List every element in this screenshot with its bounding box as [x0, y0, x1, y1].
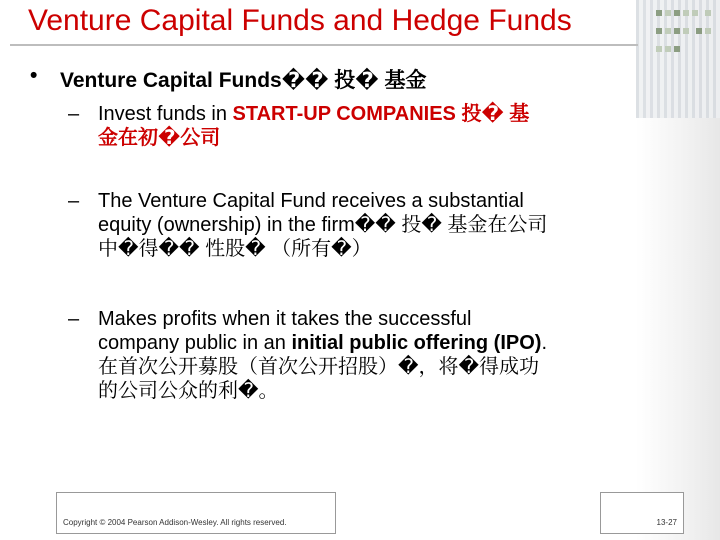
- text-line: equity (ownership) in the firm�� 投� 基金在公司: [98, 214, 548, 236]
- text-line: 金在初�公司: [98, 127, 221, 149]
- copyright-text: Copyright © 2004 Pearson Addison-Wesley. All rights reserved.: [63, 518, 287, 527]
- bold-text: initial public offering (IPO): [291, 332, 542, 354]
- dash-icon: –: [68, 103, 80, 125]
- text-line: 在首次公开募股（首次公开招股）�，将�得成功: [98, 356, 540, 378]
- highlight-text: START-UP COMPANIES: [232, 103, 456, 125]
- highlight-text: 投� 基: [455, 103, 530, 125]
- page-number: 13-27: [656, 518, 677, 527]
- sub-bullet-0: [68, 102, 658, 150]
- footer-page-box: [600, 492, 684, 534]
- text-line: 的公司公众的利�。: [98, 380, 279, 402]
- text-run: .: [541, 332, 548, 354]
- sub-bullet-1: [68, 189, 658, 261]
- main-bullet: [30, 64, 427, 94]
- text-line: The Venture Capital Fund receives a substantial: [98, 190, 524, 212]
- text-line: [98, 331, 658, 355]
- slide-title: Venture Capital Funds and Hedge Funds: [28, 4, 572, 37]
- footer-copyright-box: [56, 492, 336, 534]
- text-run: Invest funds in: [98, 103, 233, 125]
- main-bullet-label: Venture Capital Funds�� 投� 基金: [60, 69, 427, 92]
- dash-icon: –: [68, 308, 80, 330]
- sub-bullet-2: [68, 307, 658, 403]
- title-divider: [10, 44, 638, 46]
- dash-icon: –: [68, 190, 80, 212]
- bullet-dot-icon: •: [30, 64, 38, 87]
- text-line: Makes profits when it takes the successful: [98, 308, 472, 330]
- text-line: [98, 102, 658, 126]
- text-run: company public in an: [98, 332, 292, 354]
- text-line: 中�得�� 性股� （所有�）: [98, 238, 372, 260]
